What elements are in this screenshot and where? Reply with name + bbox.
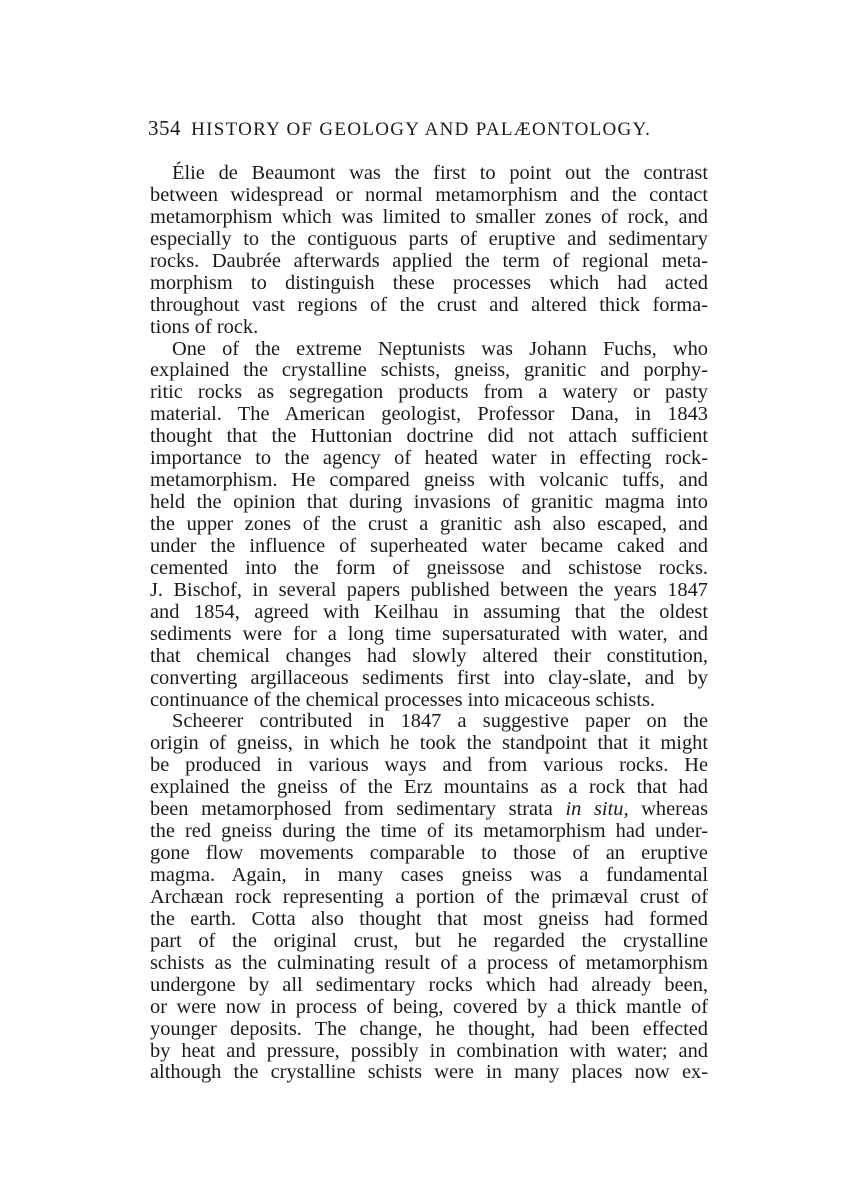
text-line: morphism to distinguish these processes which had acted (150, 271, 708, 294)
text-line: origin of gneiss, in which he took the standpoint that it might (150, 732, 708, 755)
text-line: Archæan rock representing a portion of the primæval crust of (150, 885, 708, 908)
text-line: tions of rock. (150, 315, 259, 338)
text-line: the red gneiss during the time of its metamorphism had under- (150, 820, 708, 843)
text-line: converting argillaceous sediments first into clay-slate, and by (150, 666, 708, 689)
text-line: explained the gneiss of the Erz mountains as a rock that had (150, 776, 708, 799)
text-line: importance to the agency of heated water in effecting rock- (150, 447, 708, 470)
text-line: metamorphism which was limited to smaller zones of rock, and (150, 205, 708, 228)
text-line: thought that the Huttonian doctrine did not attach sufficient (150, 425, 708, 448)
running-header (148, 116, 708, 141)
text-line: sediments were for a long time supersaturated with water, and (150, 622, 708, 645)
text-line: although the crystalline schists were in many places now ex- (150, 1061, 708, 1084)
text-line: magma. Again, in many cases gneiss was a fundamental (150, 864, 708, 886)
running-title: HISTORY OF GEOLOGY AND PALÆONTOLOGY. (191, 119, 652, 140)
text-line: younger deposits. The change, he thought, had been effected (150, 1017, 708, 1040)
text-line: explained the crystalline schists, gneiss, granitic and porphy- (150, 359, 708, 382)
text-line: the upper zones of the crust a granitic ash also escaped, and (150, 513, 708, 535)
text-line: under the influence of superheated water became caked and (150, 534, 708, 557)
text-line: continuance of the chemical processes into micaceous schists. (150, 688, 656, 711)
body-text (150, 163, 708, 1084)
text-line: schists as the culminating result of a process of metamorphism (150, 951, 708, 974)
text-line: One of the extreme Neptunists was Johann Fuchs, who (172, 337, 708, 360)
text-line: cemented into the form of gneissose and schistose rocks. (150, 556, 708, 579)
text-line-with-italic (150, 799, 708, 821)
text-line: rocks. Daubrée afterwards applied the term of regional meta- (150, 249, 708, 272)
text-line: part of the original crust, but he regarded the crystalline (150, 929, 708, 952)
text-line: the earth. Cotta also thought that most gneiss had formed (150, 907, 708, 930)
text-line: undergone by all sedimentary rocks which had already been, (150, 973, 708, 996)
text-line: that chemical changes had slowly altered their constitution, (150, 644, 708, 667)
text-line: throughout vast regions of the crust and altered thick forma- (150, 293, 708, 316)
italic-phrase: in situ (565, 798, 624, 821)
text-run: , whereas (623, 798, 709, 821)
text-line: and 1854, agreed with Keilhau in assuming that the oldest (150, 600, 708, 623)
text-line: ritic rocks as segregation products from a watery or pasty (150, 381, 708, 404)
text-run: been metamorphosed from sedimentary strata (150, 798, 566, 821)
page-number: 354 (148, 116, 181, 140)
text-line: by heat and pressure, possibly in combination with water; and (150, 1039, 708, 1062)
text-line: between widespread or normal metamorphism and the contact (150, 183, 708, 206)
text-line: held the opinion that during invasions of granitic magma into (150, 491, 708, 514)
text-line: especially to the contiguous parts of eruptive and sedimentary (150, 227, 708, 250)
text-line: Scheerer contributed in 1847 a suggestive paper on the (172, 710, 708, 733)
text-line: metamorphism. He compared gneiss with volcanic tuffs, and (150, 469, 708, 492)
text-line: J. Bischof, in several papers published between the years 1847 (150, 578, 708, 601)
text-line: or were now in process of being, covered by a thick mantle of (150, 995, 708, 1018)
text-line: material. The American geologist, Professor Dana, in 1843 (150, 403, 708, 426)
text-line: be produced in various ways and from various rocks. He (150, 754, 708, 777)
text-line: gone flow movements comparable to those of an eruptive (150, 842, 708, 865)
text-line: Élie de Beaumont was the first to point out the contrast (172, 162, 708, 184)
